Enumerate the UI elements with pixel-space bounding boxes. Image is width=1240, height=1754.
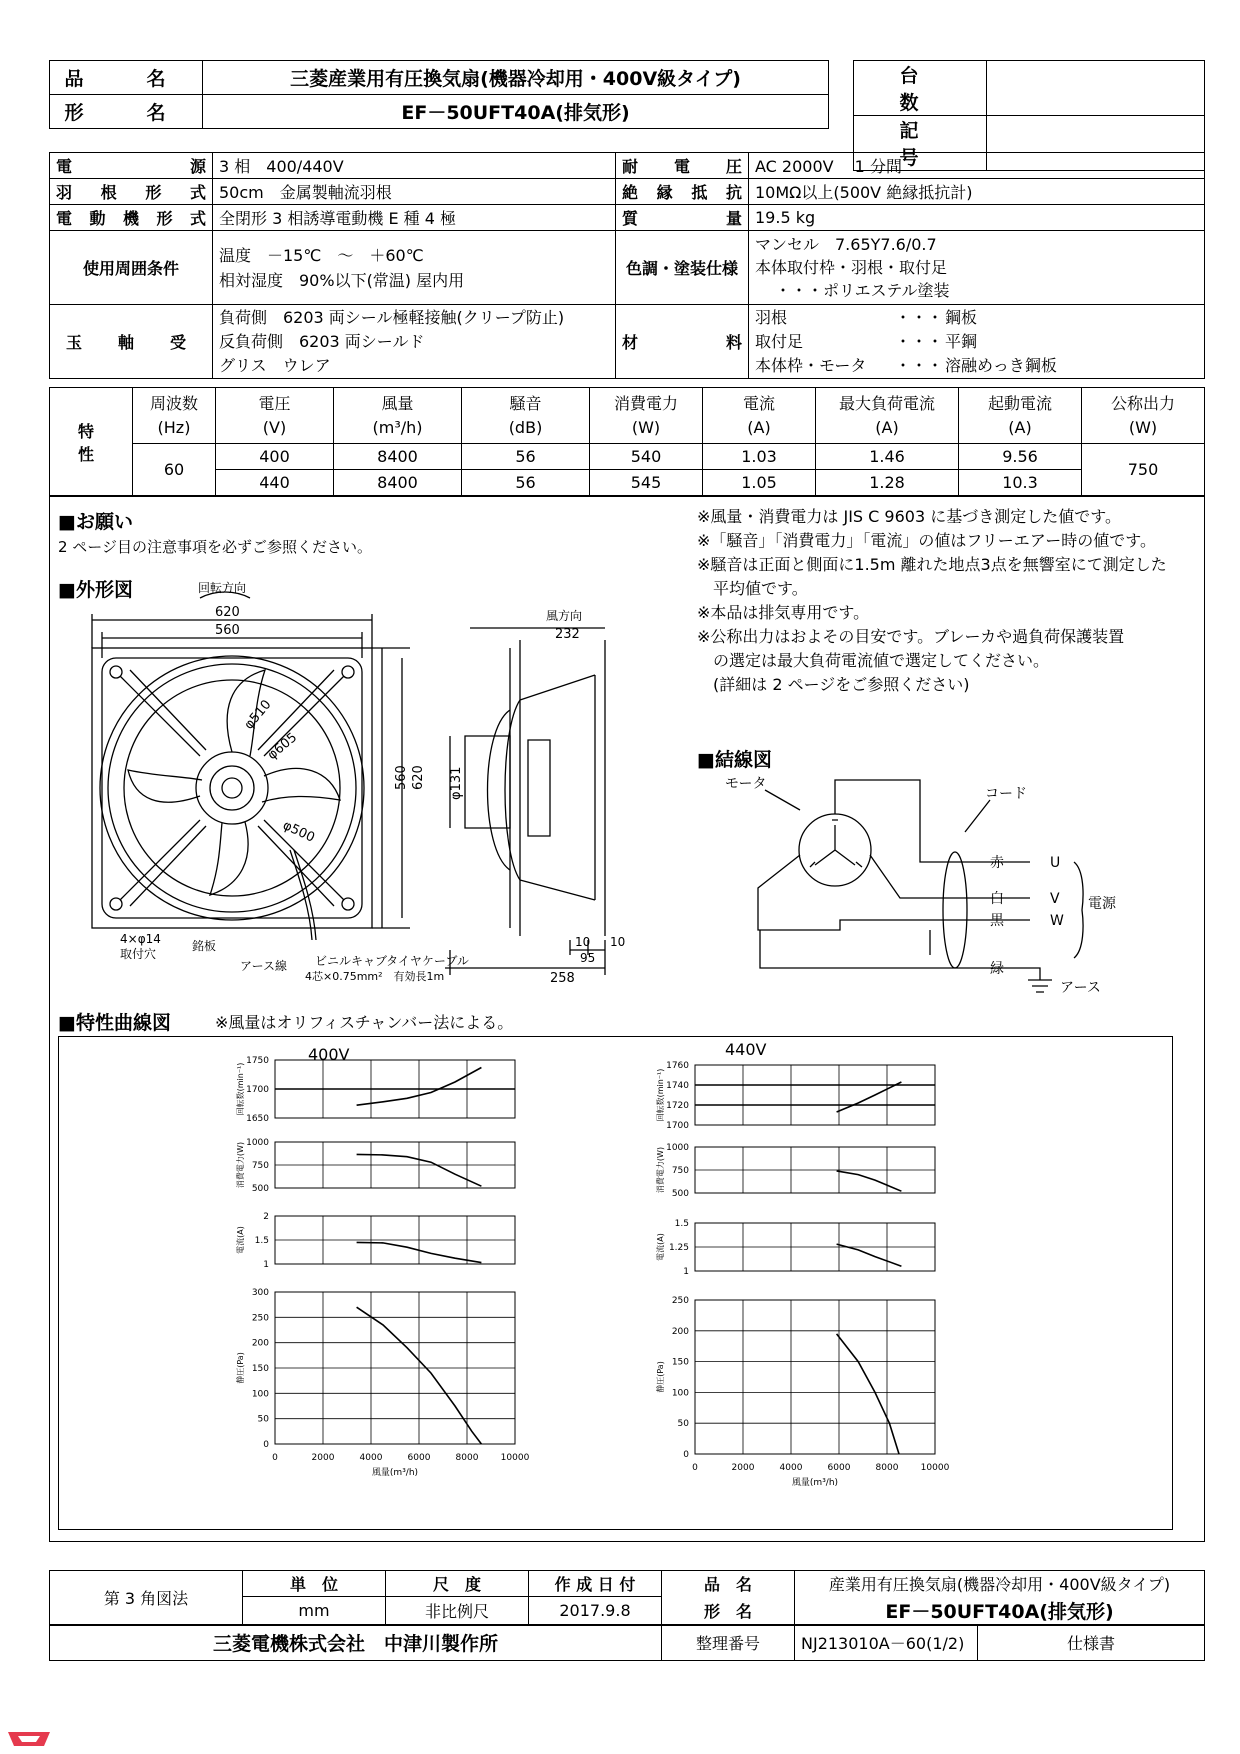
dim-560-v: 560 xyxy=(394,765,409,790)
name-label: 品 名 xyxy=(662,1571,795,1597)
dia-500: φ500 xyxy=(280,818,317,846)
model-name: EF－50UFT40A(排気形) xyxy=(203,95,829,129)
w-label: W xyxy=(1050,913,1064,929)
motor-label: 電 動 機 形 式 xyxy=(50,205,213,231)
u-label: U xyxy=(1050,855,1061,871)
y-axis-label: 電流(A) xyxy=(656,1233,665,1261)
dim-560: 560 xyxy=(215,623,240,638)
spec-table xyxy=(49,152,1205,379)
dim-620: 620 xyxy=(215,605,240,620)
date-value: 2017.9.8 xyxy=(529,1597,662,1625)
x-tick-label: 4000 xyxy=(779,1463,803,1473)
y-tick-label: 1700 xyxy=(246,1085,269,1095)
x-axis-label: 風量(m³/h) xyxy=(371,1468,419,1478)
x-tick-label: 10000 xyxy=(920,1463,950,1473)
bearing-value xyxy=(213,305,616,379)
header-cell: 周波数 (Hz) xyxy=(133,388,216,444)
nameplate-label: 銘板 xyxy=(192,939,217,953)
y-tick-label: 0 xyxy=(263,1440,269,1450)
header-cell: 消費電力 (W) xyxy=(590,388,703,444)
serial-label: 整理番号 xyxy=(662,1625,795,1661)
y-tick-label: 200 xyxy=(251,1338,269,1349)
quantity-value[interactable] xyxy=(987,61,1205,116)
material-name: 羽根 xyxy=(755,307,788,327)
series-line xyxy=(837,1082,902,1112)
corner-logo xyxy=(4,1728,56,1750)
material-dots: ・・・ xyxy=(895,355,944,375)
curves-left-title: 400V xyxy=(308,1045,350,1064)
model-label-footer: 形 名 xyxy=(662,1597,795,1625)
footer-name: 産業用有圧換気扇(機器冷却用・400V級タイプ) xyxy=(795,1571,1205,1597)
request-title: ■お願い xyxy=(58,511,133,533)
y-tick-label: 2 xyxy=(263,1212,269,1222)
material-value-text: 平鋼 xyxy=(945,331,978,351)
material-label: 材 料 xyxy=(616,305,749,379)
cord-label: コード xyxy=(985,786,1027,802)
header-cell: 最大負荷電流 (A) xyxy=(816,388,959,444)
black-label: 黒 xyxy=(990,913,1004,929)
note-line: ※本品は排気専用です。 xyxy=(697,603,870,622)
bearing-line-2: 反負荷側 6203 両シールド xyxy=(219,331,425,351)
serial-value: NJ213010A－60(1/2) xyxy=(795,1625,978,1661)
y-tick-label: 150 xyxy=(251,1364,269,1374)
header-cell: 騒音 (dB) xyxy=(462,388,590,444)
dim-232: 232 xyxy=(555,627,580,642)
header-cell: 起動電流 (A) xyxy=(959,388,1082,444)
note-line: ※騒音は正面と側面に1.5m 離れた地点3点を無響室にて測定した xyxy=(697,555,1167,574)
unit-value: mm xyxy=(243,1597,386,1625)
rotation-label: 回転方向 xyxy=(198,581,247,595)
curves-right-chart xyxy=(656,1055,1015,1520)
x-tick-label: 10000 xyxy=(500,1453,530,1463)
y-tick-label: 1740 xyxy=(666,1081,689,1091)
x-tick-label: 8000 xyxy=(455,1453,479,1463)
y-axis-label: 回転数(min⁻¹) xyxy=(656,1068,665,1122)
material-dots: ・・・ xyxy=(895,307,944,327)
header-cell: 風量 (m³/h) xyxy=(334,388,462,444)
dim-258: 258 xyxy=(550,971,575,986)
white-label: 白 xyxy=(990,891,1004,907)
note-line: 平均値です。 xyxy=(697,579,808,598)
footer-model: EF－50UFT40A(排気形) xyxy=(795,1597,1205,1625)
unit-label: 単 位 xyxy=(243,1571,386,1597)
material-dots: ・・・ xyxy=(895,331,944,351)
insulation-label: 絶 縁 抵 抗 xyxy=(616,179,749,205)
x-tick-label: 4000 xyxy=(359,1453,383,1463)
y-tick-label: 50 xyxy=(677,1419,689,1430)
note-line: ※「騒音」「消費電力」「電流」の値はフリーエアー時の値です。 xyxy=(697,531,1157,550)
material-row-2 xyxy=(755,330,1198,354)
note-line: (詳細は 2 ページをご参照ください) xyxy=(697,675,970,694)
table-cell: 10.3 xyxy=(959,470,1082,496)
y-tick-label: 200 xyxy=(671,1326,689,1337)
dim-620-v: 620 xyxy=(411,765,426,790)
y-axis-label: 静圧(Pa) xyxy=(236,1352,245,1384)
y-tick-label: 150 xyxy=(671,1357,689,1368)
header-cell: 電流 (A) xyxy=(703,388,816,444)
x-tick-label: 6000 xyxy=(827,1463,851,1473)
material-value-text: 鋼板 xyxy=(945,307,978,327)
y-tick-label: 1 xyxy=(683,1267,689,1277)
power-label: 電 源 xyxy=(50,153,213,179)
color-line-3: ・・・ポリエステル塗装 xyxy=(775,281,950,300)
motor-label: モータ xyxy=(725,776,767,792)
y-axis-label: 電流(A) xyxy=(236,1226,245,1254)
date-label: 作 成 日 付 xyxy=(529,1571,662,1597)
y-tick-label: 750 xyxy=(251,1161,269,1171)
request-text: 2 ページ目の注意事項を必ずご参照ください。 xyxy=(58,538,373,556)
material-value xyxy=(749,305,1205,379)
table-cell: 1.05 xyxy=(703,470,816,496)
note-line: ※公称出力はおよその目安です。ブレーカや過負荷保護装置 xyxy=(697,627,1125,646)
material-row-1 xyxy=(755,306,1198,330)
env-line-2: 相対湿度 90%以下(常温) 屋内用 xyxy=(219,270,465,290)
table-cell: 9.56 xyxy=(959,444,1082,470)
y-tick-label: 1000 xyxy=(246,1138,269,1148)
table-cell: 8400 xyxy=(334,444,462,470)
env-value xyxy=(213,231,616,305)
characteristics-table xyxy=(49,387,1205,496)
insulation-value: 10MΩ以上(500V 絶縁抵抗計) xyxy=(749,179,1205,205)
green-label: 緑 xyxy=(990,961,1004,977)
env-label: 使用周囲条件 xyxy=(50,231,213,305)
color-line-2: 本体取付枠・羽根・取付足 xyxy=(755,258,948,277)
x-tick-label: 2000 xyxy=(731,1463,755,1473)
y-tick-label: 500 xyxy=(671,1189,689,1199)
x-tick-label: 6000 xyxy=(407,1453,431,1463)
bearing-line-3: グリス ウレア xyxy=(219,355,331,375)
note-line: の選定は最大負荷電流値で選定してください。 xyxy=(697,651,1050,670)
v-label: V xyxy=(1050,891,1060,907)
header-table xyxy=(49,60,829,129)
table-cell: 440 xyxy=(216,470,334,496)
red-label: 赤 xyxy=(990,855,1004,871)
material-name: 本体枠・モータ xyxy=(755,355,867,375)
holes-label: 4×φ14 xyxy=(120,932,161,946)
y-tick-label: 1000 xyxy=(666,1143,689,1153)
y-tick-label: 100 xyxy=(251,1389,269,1400)
frequency-value: 60 xyxy=(133,444,216,496)
y-tick-label: 1750 xyxy=(246,1056,269,1066)
y-tick-label: 1.25 xyxy=(668,1243,689,1253)
product-name: 三菱産業用有圧換気扇(機器冷却用・400V級タイプ) xyxy=(203,61,829,95)
material-row-3 xyxy=(755,354,1198,378)
table-cell: 1.03 xyxy=(703,444,816,470)
voltage-label: 耐 電 圧 xyxy=(616,153,749,179)
notes xyxy=(697,505,1197,697)
table-cell: 1.46 xyxy=(816,444,959,470)
blade-value: 50cm 金属製軸流羽根 xyxy=(213,179,616,205)
y-tick-label: 750 xyxy=(671,1166,689,1176)
y-tick-label: 500 xyxy=(251,1184,269,1194)
color-value xyxy=(749,231,1205,305)
y-tick-label: 1 xyxy=(263,1260,269,1270)
y-tick-label: 250 xyxy=(671,1296,689,1306)
x-axis-label: 風量(m³/h) xyxy=(791,1478,839,1488)
wiring-diagram xyxy=(690,770,1140,1010)
series-line xyxy=(837,1244,902,1266)
note-line: ※風量・消費電力は JIS C 9603 に基づき測定した値です。 xyxy=(697,507,1121,526)
series-line xyxy=(837,1171,902,1191)
bearing-label: 玉 軸 受 xyxy=(50,305,213,379)
scale-value: 非比例尺 xyxy=(386,1597,529,1625)
env-line-1: 温度 －15℃ ～ ＋60℃ xyxy=(219,245,424,265)
quantity-label: 台 数 xyxy=(854,61,987,116)
product-name-label: 品 名 xyxy=(50,61,203,95)
dim-95: 95 xyxy=(580,951,596,965)
y-axis-label: 回転数(min⁻¹) xyxy=(236,1062,245,1116)
mass-value: 19.5 kg xyxy=(749,205,1205,231)
y-tick-label: 100 xyxy=(671,1388,689,1399)
outline-drawing xyxy=(50,580,690,990)
y-axis-label: 消費電力(W) xyxy=(236,1141,245,1189)
table-cell: 56 xyxy=(462,470,590,496)
dim-10a: 10 xyxy=(575,935,591,949)
table-cell: 8400 xyxy=(334,470,462,496)
color-label: 色調・塗装仕様 xyxy=(616,231,749,305)
y-tick-label: 300 xyxy=(251,1288,269,1298)
table-cell: 540 xyxy=(590,444,703,470)
x-tick-label: 2000 xyxy=(311,1453,335,1463)
dia-605: φ605 xyxy=(264,730,301,764)
cable-label: ビニルキャブタイヤケーブル xyxy=(315,954,469,968)
curves-note: ※風量はオリフィスチャンバー法による。 xyxy=(215,1013,514,1032)
company: 三菱電機株式会社 中津川製作所 xyxy=(50,1625,662,1661)
curve-frame xyxy=(695,1065,935,1125)
dia-510: φ510 xyxy=(241,697,275,733)
y-axis-label: 消費電力(W) xyxy=(656,1146,665,1194)
voltage-value: AC 2000V 1 分間 xyxy=(749,153,1205,179)
material-value-text: 溶融めっき鋼板 xyxy=(945,355,1057,375)
table-cell: 545 xyxy=(590,470,703,496)
blade-label: 羽 根 形 式 xyxy=(50,179,213,205)
footer-table xyxy=(49,1570,1205,1661)
holes-label-2: 取付穴 xyxy=(120,947,157,961)
curve-frame xyxy=(695,1300,935,1454)
power-label: 電源 xyxy=(1088,896,1116,912)
table-cell: 400 xyxy=(216,444,334,470)
color-line-1: マンセル 7.65Y7.6/0.7 xyxy=(755,235,937,254)
dia-131: φ131 xyxy=(449,766,464,800)
y-tick-label: 250 xyxy=(251,1313,269,1324)
y-tick-label: 1650 xyxy=(246,1114,269,1124)
dim-10b: 10 xyxy=(610,935,626,949)
y-tick-label: 1700 xyxy=(666,1121,689,1131)
symbol-label: 記 号 xyxy=(854,116,987,171)
doc-type: 仕様書 xyxy=(978,1625,1205,1661)
x-tick-label: 8000 xyxy=(875,1463,899,1473)
y-tick-label: 50 xyxy=(257,1414,269,1425)
projection: 第 3 角図法 xyxy=(50,1571,243,1625)
scale-label: 尺 度 xyxy=(386,1571,529,1597)
wiring-title: ■結線図 xyxy=(697,749,772,771)
power-value: 3 相 400/440V xyxy=(213,153,616,179)
header-cell: 電圧 (V) xyxy=(216,388,334,444)
header-cell: 公称出力 (W) xyxy=(1082,388,1205,444)
curves-title: ■特性曲線図 xyxy=(58,1012,171,1034)
model-label: 形 名 xyxy=(50,95,203,129)
x-tick-label: 0 xyxy=(272,1453,278,1463)
table-cell: 1.28 xyxy=(816,470,959,496)
motor-value: 全閉形 3 相誘導電動機 E 種 4 極 xyxy=(213,205,616,231)
y-tick-label: 0 xyxy=(683,1450,689,1460)
y-axis-label: 静圧(Pa) xyxy=(656,1361,665,1393)
mass-label: 質 量 xyxy=(616,205,749,231)
curves-right-title: 440V xyxy=(725,1040,767,1059)
earth-wire-label: アース線 xyxy=(240,959,288,973)
x-tick-label: 0 xyxy=(692,1463,698,1473)
y-tick-label: 1720 xyxy=(666,1101,689,1111)
earth-label: アース xyxy=(1060,980,1101,996)
series-line xyxy=(837,1334,899,1454)
bearing-line-1: 負荷側 6203 両シール極軽接触(クリープ防止) xyxy=(219,307,565,327)
y-tick-label: 1760 xyxy=(666,1061,689,1071)
y-tick-label: 1.5 xyxy=(254,1236,269,1246)
table-cell: 56 xyxy=(462,444,590,470)
outline-title: ■外形図 xyxy=(58,579,133,601)
y-tick-label: 1.5 xyxy=(674,1219,689,1229)
wind-label: 風方向 xyxy=(546,609,583,623)
char-label: 特 性 xyxy=(50,388,133,496)
material-name: 取付足 xyxy=(755,331,804,351)
curves-left-chart xyxy=(236,1056,595,1520)
rated-output: 750 xyxy=(1082,444,1205,496)
cable-label-2: 4芯×0.75mm² 有効長1m xyxy=(305,970,445,983)
